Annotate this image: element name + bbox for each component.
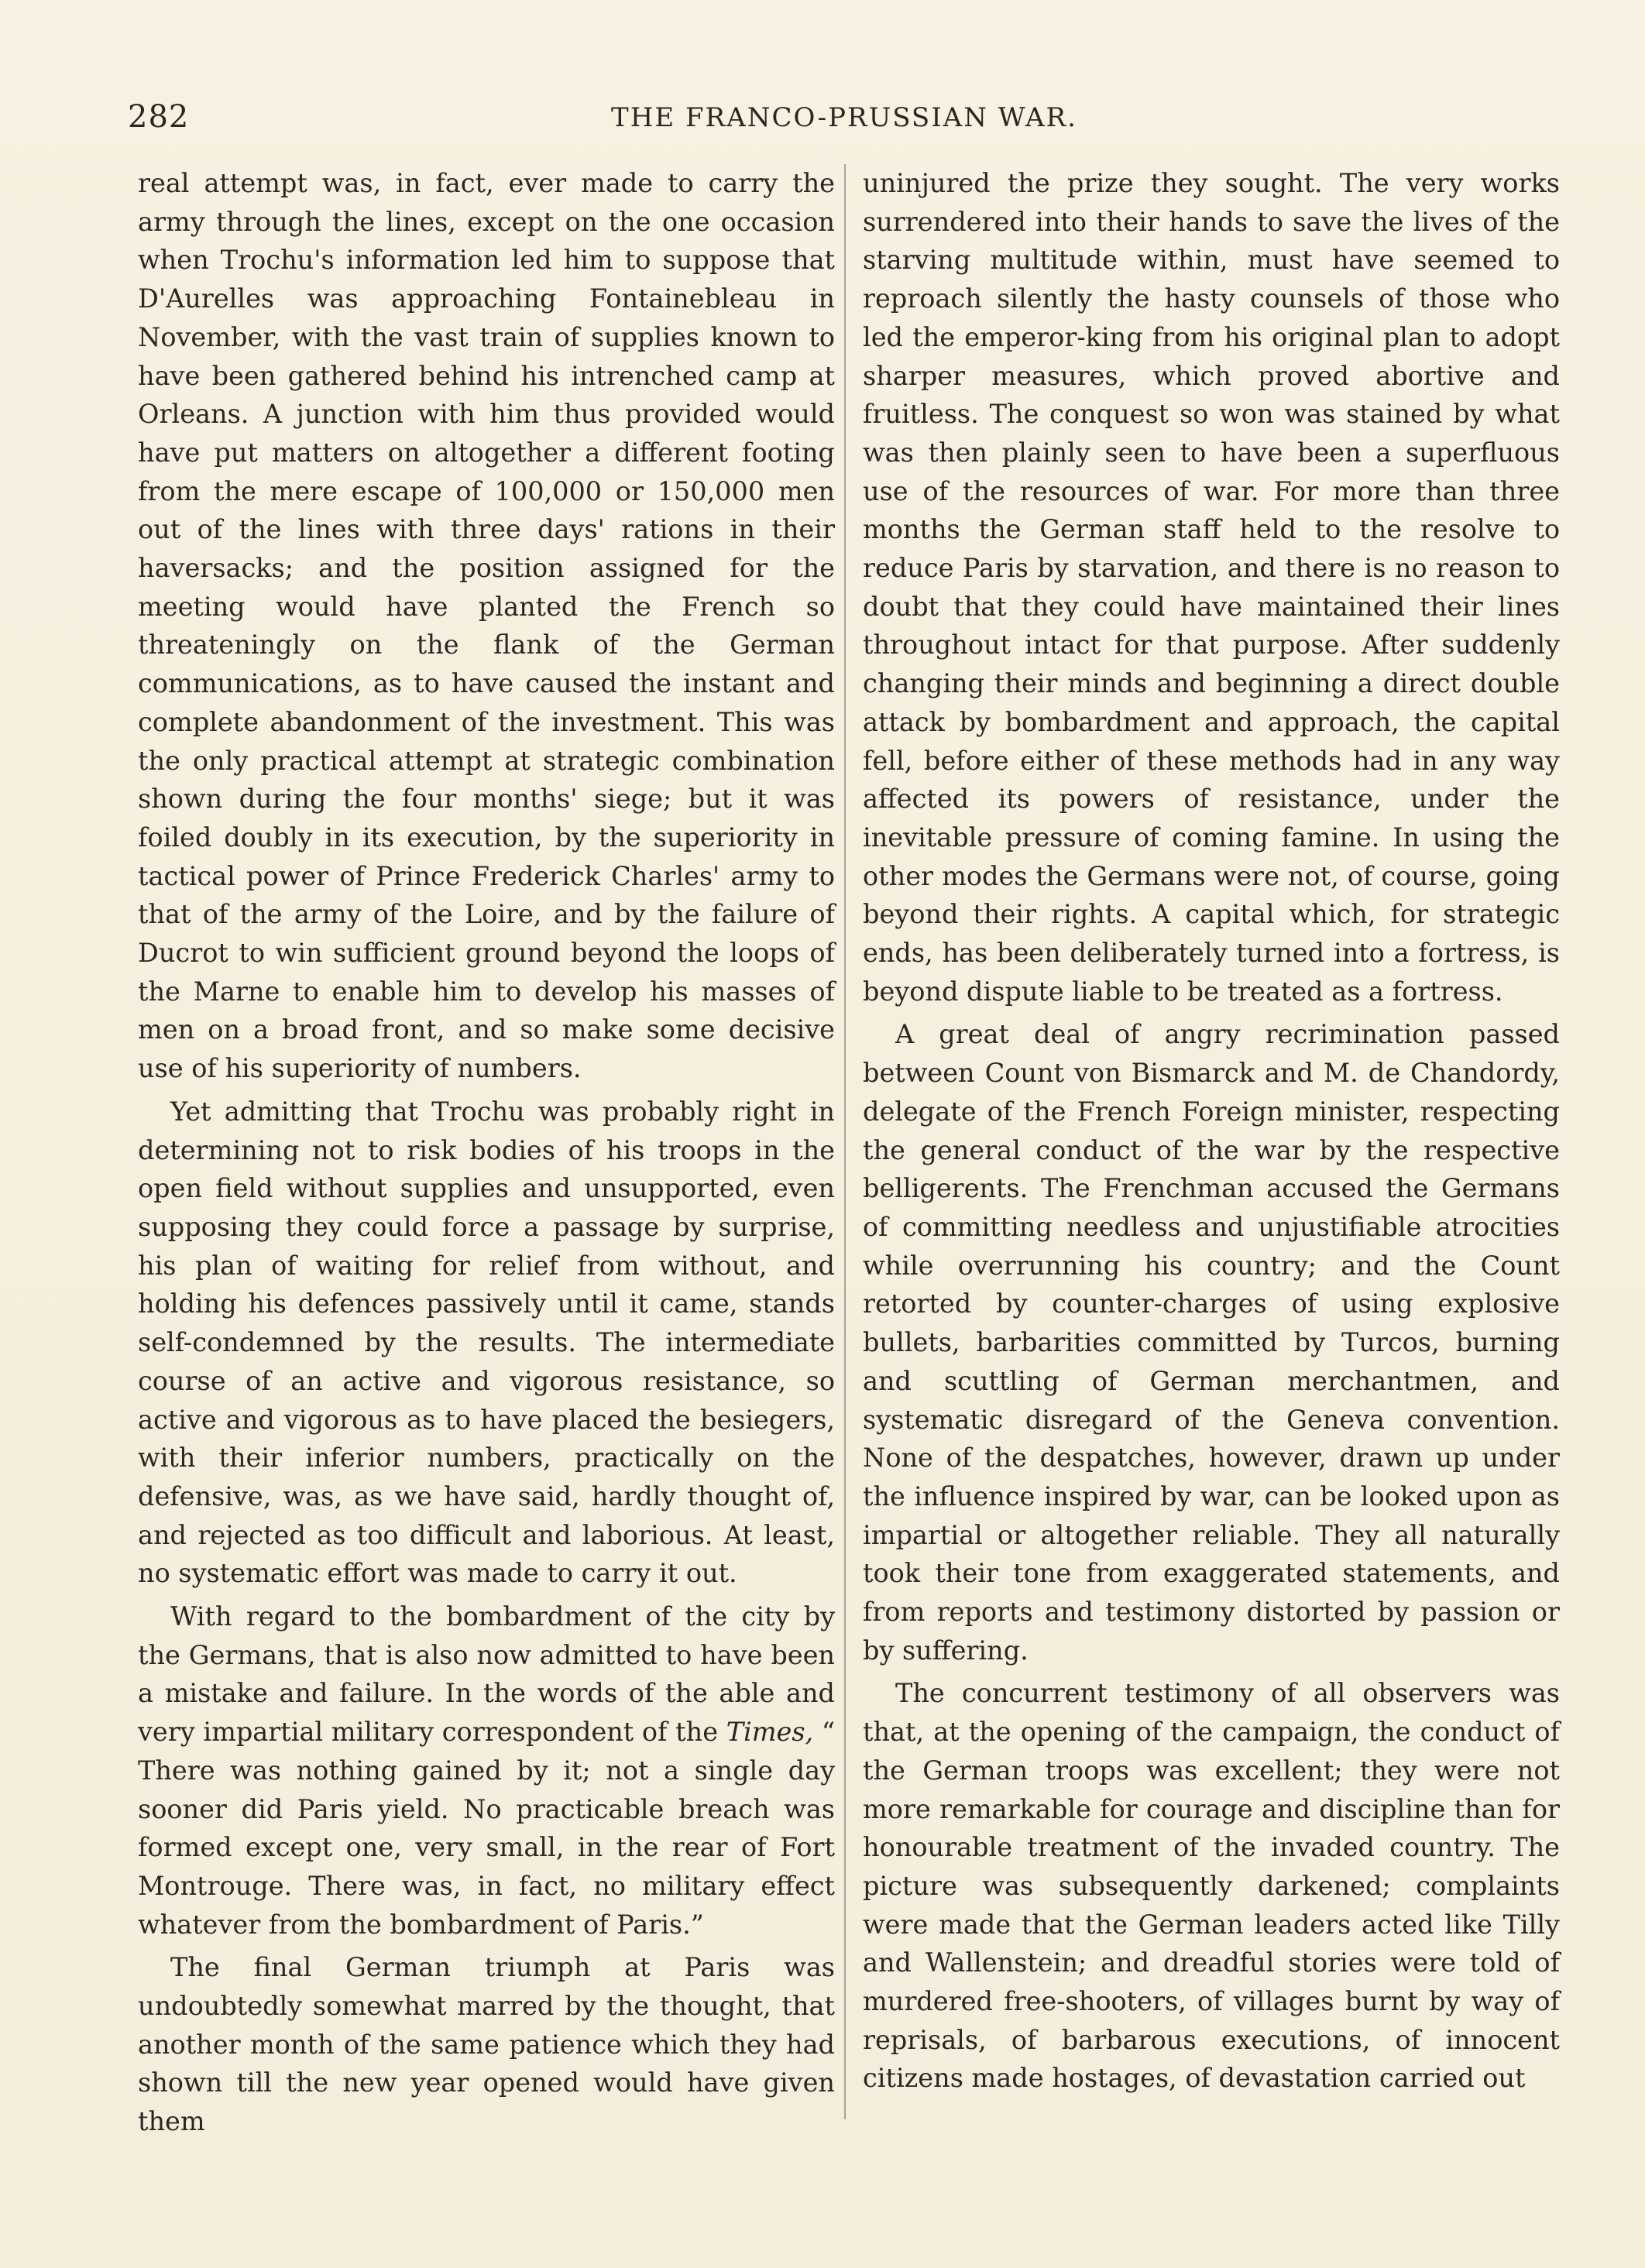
- paragraph-left-1: real attempt was, in fact, ever made to carry the army through the lines, except on the one occasion when Trochu's information led him to suppose that D'Aurelles was approaching Fontainebleau in November, with the vast train of supplies known to have been gathered behind his intrenched camp at Orleans. A junction with him thus provided would have put matters on altogether a different footing from the mere escape of 100,000 or 150,000 men out of the lines with three days' rations in their haversacks; and the position assigned for the meeting would have planted the French so threateningly on the flank of the German communications, as to have caused the instant and complete abandonment of the investment. This was the only practical attempt at strategic combination shown during the four months' siege; but it was foiled doubly in its execution, by the superiority in tactical power of Prince Frederick Charles' army to that of the army of the Loire, and by the failure of Ducrot to win sufficient ground beyond the loops of the Marne to enable him to develop his masses of men on a broad front, and so make some decisive use of his superiority of numbers.: [138, 168, 835, 1084]
- running-head: [128, 99, 1561, 146]
- running-title: THE FRANCO-PRUSSIAN WAR.: [611, 102, 1077, 133]
- paragraph-right-2: A great deal of angry recrimination passed between Count von Bismarck and M. de Chandordy, delegate of the French Foreign minister, respecting the general conduct of the war by the respective belligerents. The Frenchman accused the Germans of committing needless and unjustifiable atrocities while overrunning his country; and the Count retorted by counter-charges of using explosive bullets, barbarities committed by Turcos, burning and scuttling of German merchantmen, and systematic disregard of the Geneva convention. None of the despatches, however, drawn up under the influence inspired by war, can be looked upon as impartial or altogether reliable. They all naturally took their tone from exaggerated statements, and from reports and testimony distorted by passion or by suffering.: [863, 1019, 1560, 1666]
- paragraph-right-1: uninjured the prize they sought. The very works surrendered into their hands to save the lives of the starving multitude within, must have seemed to reproach silently the hasty counsels of those who led the emperor-king from his original plan to adopt sharper measures, which proved abortive and fruitless. The conquest so won was stained by what was then plainly seen to have been a superfluous use of the resources of war. For more than three months the German staff held to the resolve to reduce Paris by starvation, and there is no reason to doubt that they could have maintained their lines throughout intact for that purpose. After suddenly changing their minds and beginning a direct double attack by bombardment and approach, the capital fell, before either of these methods had in any way affected its powers of resistance, under the inevitable pressure of coming famine. In using the other modes the Germans were not, of course, going beyond their rights. A capital which, for strategic ends, has been deliberately turned into a fortress, is beyond dispute liable to be treated as a fortress.: [863, 168, 1560, 1007]
- paragraph-left-3-part-1: With regard to the bombardment of the city by the Germans, that is also now admitted to have been a mistake and failure. In the words of the able and very impartial military correspondent of the: [138, 1601, 835, 1748]
- times-italic: Times,: [726, 1717, 814, 1748]
- right-column: [863, 164, 1560, 2098]
- paragraph-left-3-part-2: “ There was nothing gained by it; not a single day sooner did Paris yield. No practicable breach was formed except one, very small, in the rear of Fort Montrouge. There was, in fact, no military effect whatever from the bombardment of Paris.”: [138, 1717, 836, 1940]
- paragraph-left-4: The final German triumph at Paris was undoubtedly somewhat marred by the thought, that another month of the same patience which they had shown till the new year opened would have given them: [138, 1952, 835, 2137]
- paragraph-left-2: Yet admitting that Trochu was probably right in determining not to risk bodies of his troops in the open field without supplies and unsupported, even supposing they could force a passage by surprise, his plan of waiting for relief from without, and holding his defences passively until it came, stands self-condemned by the results. The intermediate course of an active and vigorous resistance, so active and vigorous as to have placed the besiegers, with their inferior numbers, practically on the defensive, was, as we have said, hardly thought of, and rejected as too difficult and laborious. At least, no systematic effort was made to carry it out.: [138, 1096, 835, 1589]
- column-divider: [844, 164, 846, 2119]
- page-number: 282: [128, 99, 190, 135]
- left-column: [138, 164, 835, 2141]
- paragraph-left-3: [138, 1597, 835, 1944]
- paragraph-right-3: The concurrent testimony of all observers was that, at the opening of the campaign, the conduct of the German troops was excellent; they were not more remarkable for courage and discipline than for honourable treatment of the invaded country. The picture was subsequently darkened; complaints were made that the German leaders acted like Tilly and Wallenstein; and dreadful stories were told of murdered free-shooters, of villages burnt by way of reprisals, of barbarous executions, of innocent citizens made hostages, of devastation carried out: [863, 1678, 1560, 2094]
